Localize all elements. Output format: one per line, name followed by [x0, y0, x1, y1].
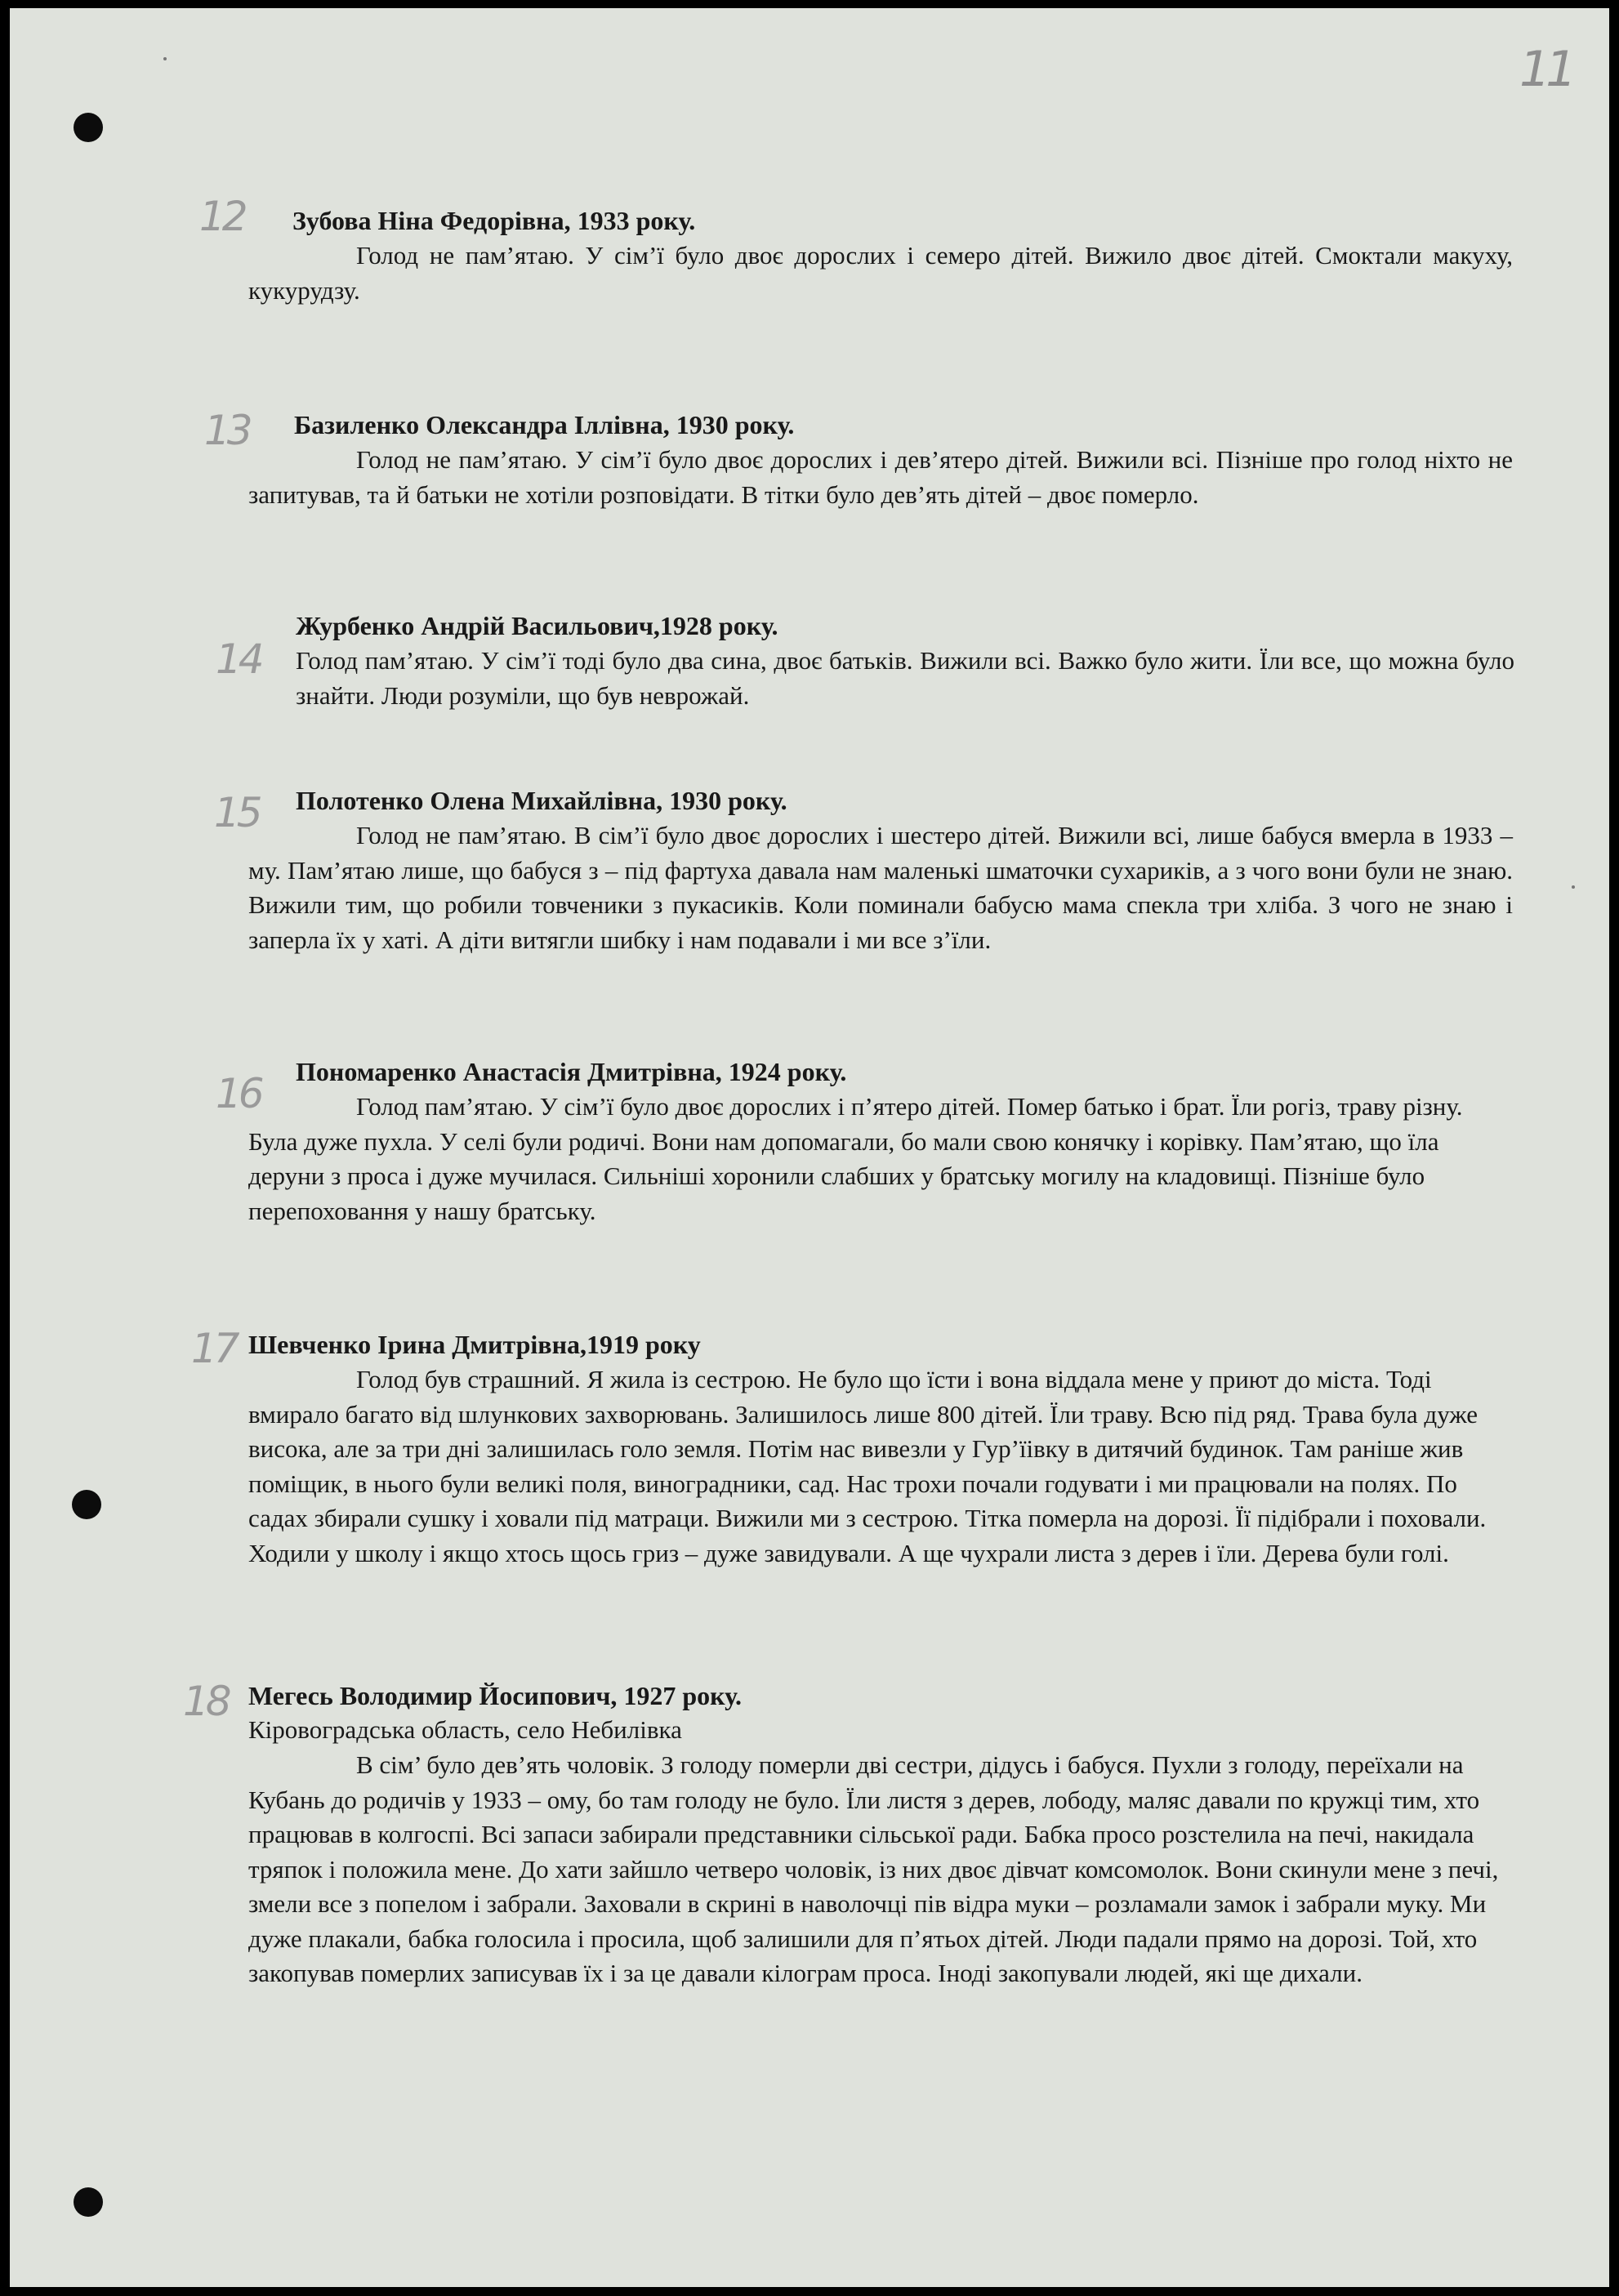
entry-title: Зубова Ніна Федорівна, 1933 року. [292, 206, 696, 235]
punch-hole [74, 113, 103, 142]
handwritten-entry-number: 13 [204, 407, 250, 454]
handwritten-entry-number: 14 [216, 635, 261, 683]
entry-title: Базиленко Олександра Іллівна, 1930 року. [294, 410, 795, 439]
entry-title: Полотенко Олена Михайлівна, 1930 року. [296, 786, 787, 815]
paper-speck [1572, 885, 1575, 889]
document-page [10, 8, 1609, 2287]
punch-hole [74, 2187, 103, 2217]
handwritten-entry-number: 12 [199, 193, 245, 240]
handwritten-entry-number: 18 [183, 1678, 229, 1725]
entry-text: Голод не пам’ятаю. У сім’ї було двоє дорослих і дев’ятеро дітей. Вижили всі. Пізніше про голод ніхто не запитував, та й батьки не хотіли розповідати. В тітки було дев’ять дітей – двоє померло. [248, 445, 1513, 509]
handwritten-page-marker: 11 [1519, 41, 1572, 98]
entry-location: Кіровоградська область, село Небилівка [248, 1715, 682, 1744]
entry-text: Голод пам’ятаю. У сім’ї було двоє дорослих і п’ятеро дітей. Помер батько і брат. Їли рогіз, траву різну. Була дуже пухла. У селі були родичі. Вони нам допомагали, бо мали свою конячку і корівку. Пам’ятаю, що їла деруни з проса і дуже мучилася. Сильніші хоронили слабших у братську могилу на кладовищі. Пізніше було перепоховання у нашу братську. [248, 1092, 1463, 1225]
handwritten-entry-number: 15 [214, 789, 260, 836]
entry-text: Голод був страшний. Я жила із сестрою. Не було що їсти і вона віддала мене у приют до міста. Тоді вмирало багато від шлункових захворювань. Залишилось лише 800 дітей. Їли траву. Всю під ряд. Трава була дуже висока, але за три дні залишилась голо земля. Потім нас вивезли у Гур’їівку в дитячий будинок. Там раніше жив поміщик, в нього були великі поля, виноградники, сад. Нас трохи почали годувати і ми працювали на полях. По садах збирали сушку і ховали під матраци. Вижили ми з сестрою. Тітка померла на дорозі. Її підібрали і поховали. Ходили у школу і якщо хтось щось гриз – дуже завидували. А ще чухрали листа з дерев і їли. Дерева були голі. [248, 1365, 1487, 1567]
entry-text: Голод не пам’ятаю. У сім’ї було двоє дорослих і семеро дітей. Вижило двоє дітей. Смоктали макуху, кукурудзу. [248, 241, 1513, 305]
paper-speck [163, 57, 167, 60]
entry-text: Голод не пам’ятаю. В сім’ї було двоє дорослих і шестеро дітей. Вижили всі, лише бабуся вмерла в 1933 – му. Пам’ятаю лише, що бабуся з – під фартуха давала нам маленькі шматочки сухариків, а з чого вони були не знаю. Вижили тим, що робили товченики з пукасиків. Коли поминали бабусю мама спекла три хліба. З чого не знаю і заперла їх у хаті. А діти витягли шибку і нам подавали і ми все з’їли. [248, 821, 1513, 954]
handwritten-entry-number: 17 [191, 1325, 237, 1372]
entry-title: Пономаренко Анастасія Дмитрівна, 1924 року. [296, 1057, 847, 1086]
entry-text: Голод пам’ятаю. У сім’ї тоді було два сина, двоє батьків. Вижили всі. Важко було жити. Їли все, що можна було знайти. Люди розуміли, що був неврожай. [296, 646, 1514, 710]
entry-text: В сім’ було дев’ять чоловік. З голоду померли дві сестри, дідусь і бабуся. Пухли з голоду, переїхали на Кубань до родичів у 1933 – ому, бо там голоду не було. Їли листя з дерев, лободу, маляс давали по кружці тим, хто працював в колгоспі. Всі запаси забирали представники сільської ради. Бабка просо розстелила на печі, накидала тряпок і положила мене. До хати зайшло четверо чоловік, із них двоє дівчат комсомолок. Вони скинули мене з печі, змели все з попелом і забрали. Заховали в скрині в наволочці пів відра муки – розламали замок і забрали муку. Ми дуже плакали, бабка голосила і просила, щоб залишили для п’ятьох дітей. Люди падали прямо на дорозі. Той, хто закопував померлих записував їх і за це давали кілограм проса. Іноді закопували людей, які ще дихали. [248, 1750, 1499, 1987]
punch-hole [72, 1490, 101, 1519]
entry-title: Мегесь Володимир Йосипович, 1927 року. [248, 1681, 742, 1710]
entry-title: Шевченко Ірина Дмитрівна,1919 року [248, 1330, 701, 1359]
handwritten-entry-number: 16 [216, 1070, 261, 1117]
entry-title: Журбенко Андрій Васильович,1928 року. [296, 611, 778, 640]
